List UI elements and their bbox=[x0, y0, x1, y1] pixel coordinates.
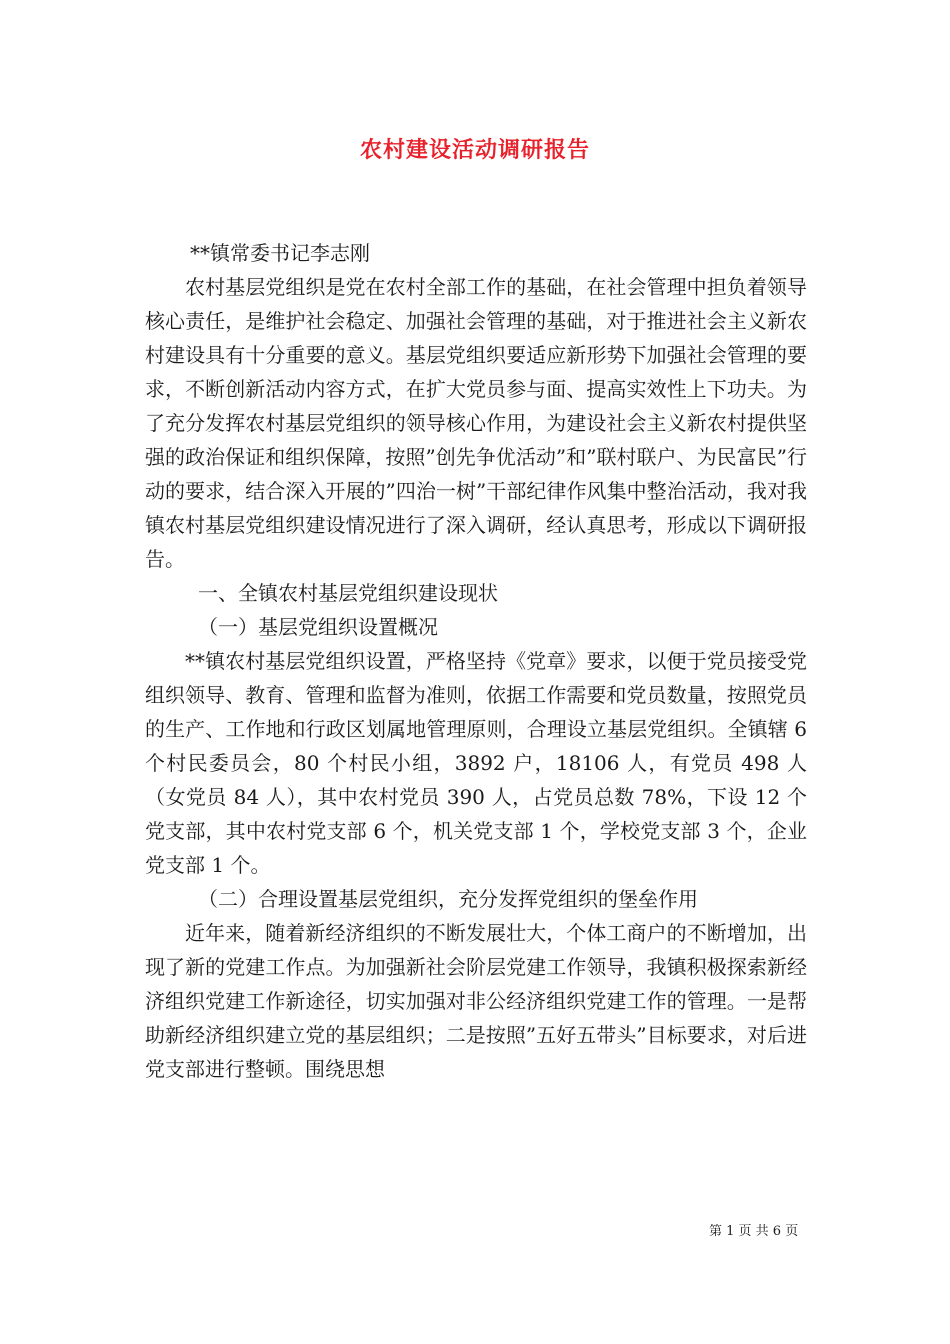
intro-paragraph: 农村基层党组织是党在农村全部工作的基础，在社会管理中担负着领导核心责任，是维护社会稳定、加强社会管理的基础，对于推进社会主义新农村建设具有十分重要的意义。基层党组织要适应新形势下加强社会管理的要求，不断创新活动内容方式，在扩大党员参与面、提高实效性上下功夫。为了充分发挥农村基层党组织的领导核心作用，为建设社会主义新农村提供坚强的政治保证和组织保障，按照”创先争优活动”和”联村联户、为民富民”行动的要求，结合深入开展的”四治一树”干部纪律作风集中整治活动，我对我镇农村基层党组织建设情况进行了深入调研，经认真思考，形成以下调研报告。 bbox=[145, 275, 807, 571]
subsection-paragraph: **镇农村基层党组织设置，严格坚持《党章》要求，以便于党员接受党组织领导、教育、管理和监督为准则，依据工作需要和党员数量，按照党员的生产、工作地和行政区划属地管理原则，合理设立基层党组织。全镇辖 6 个村民委员会，80 个村民小组，3892 户，18106 人，有党员 498 人（女党员 84 人），其中农村党员 390 人，占党员总数 78%，下设 12 个党支部，其中农村党支部 6 个，机关党支部 1 个，学校党支部 3 个，企业党支部 1 个。 bbox=[145, 649, 807, 877]
subsection-heading: （一）基层党组织设置概况 bbox=[198, 615, 438, 639]
page-number-footer: 第 1 页 共 6 页 bbox=[709, 1224, 799, 1239]
section-heading: 一、全镇农村基层党组织建设现状 bbox=[198, 581, 498, 605]
subsection-paragraph: 近年来，随着新经济组织的不断发展壮大，个体工商户的不断增加，出现了新的党建工作点。为加强新社会阶层党建工作领导，我镇积极探索新经济组织党建工作新途径，切实加强对非公经济组织党建工作的管理。一是帮助新经济组织建立党的基层组织；二是按照”五好五带头”目标要求，对后进党支部进行整顿。围绕思想 bbox=[145, 921, 807, 1081]
document-body bbox=[145, 236, 807, 1086]
subsection-heading: （二）合理设置基层党组织，充分发挥党组织的堡垒作用 bbox=[198, 887, 698, 911]
author-line: **镇常委书记李志刚 bbox=[190, 241, 370, 265]
document-title: 农村建设活动调研报告 bbox=[359, 137, 590, 163]
